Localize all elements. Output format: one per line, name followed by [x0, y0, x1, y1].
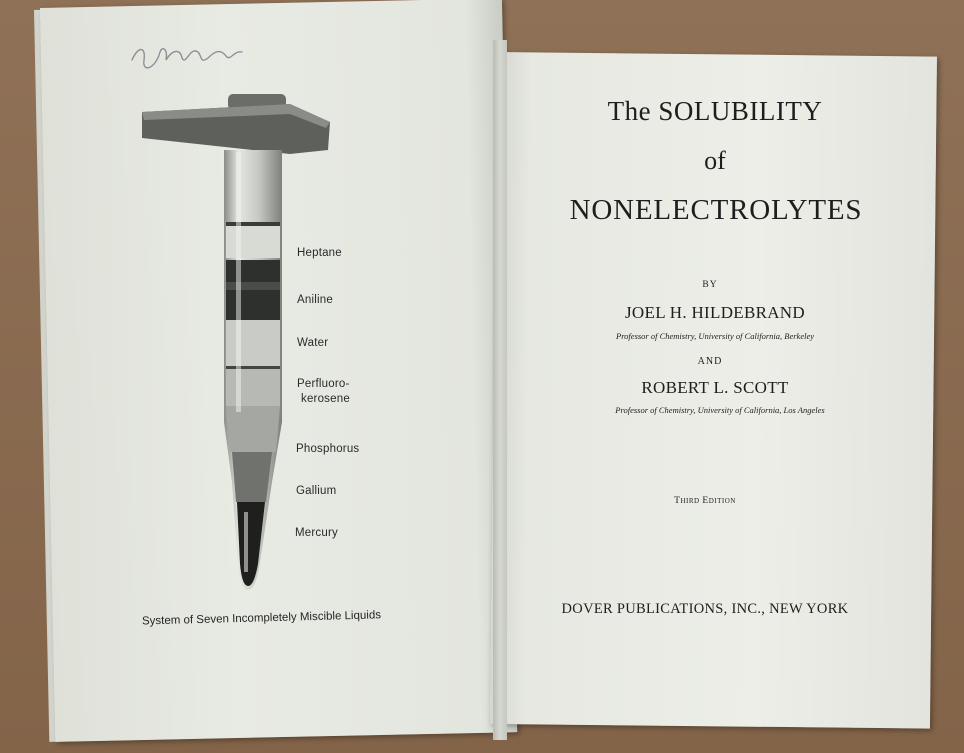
pencil-signature: [128, 38, 248, 72]
book-gutter: [493, 40, 507, 740]
author-2: ROBERT L. SCOTT: [641, 378, 789, 397]
label-kerosene: kerosene: [301, 393, 350, 405]
title-line-2: of: [704, 146, 726, 175]
and-label: AND: [697, 356, 723, 367]
publisher: DOVER PUBLICATIONS, INC., NEW YORK: [561, 601, 849, 617]
by-label: BY: [702, 280, 718, 290]
title-line-3: NONELECTROLYTES: [569, 194, 863, 226]
author-2-affiliation: Professor of Chemistry, University of California, Los Angeles: [615, 405, 825, 415]
label-perfluoro: Perfluoro-: [297, 378, 350, 390]
label-phosphorus: Phosphorus: [296, 443, 360, 455]
label-gallium: Gallium: [296, 485, 337, 497]
label-mercury: Mercury: [295, 527, 338, 539]
author-1-affiliation: Professor of Chemistry, University of California, Berkeley: [616, 331, 814, 341]
figure-caption: System of Seven Incompletely Miscible Liquids: [141, 609, 382, 628]
author-1: JOEL H. HILDEBRAND: [625, 303, 805, 322]
label-aniline: Aniline: [297, 294, 333, 306]
label-heptane: Heptane: [297, 247, 342, 259]
label-water: Water: [297, 337, 329, 349]
edition: Third Edition: [674, 496, 736, 506]
title-line-1: The SOLUBILITY: [607, 96, 823, 126]
